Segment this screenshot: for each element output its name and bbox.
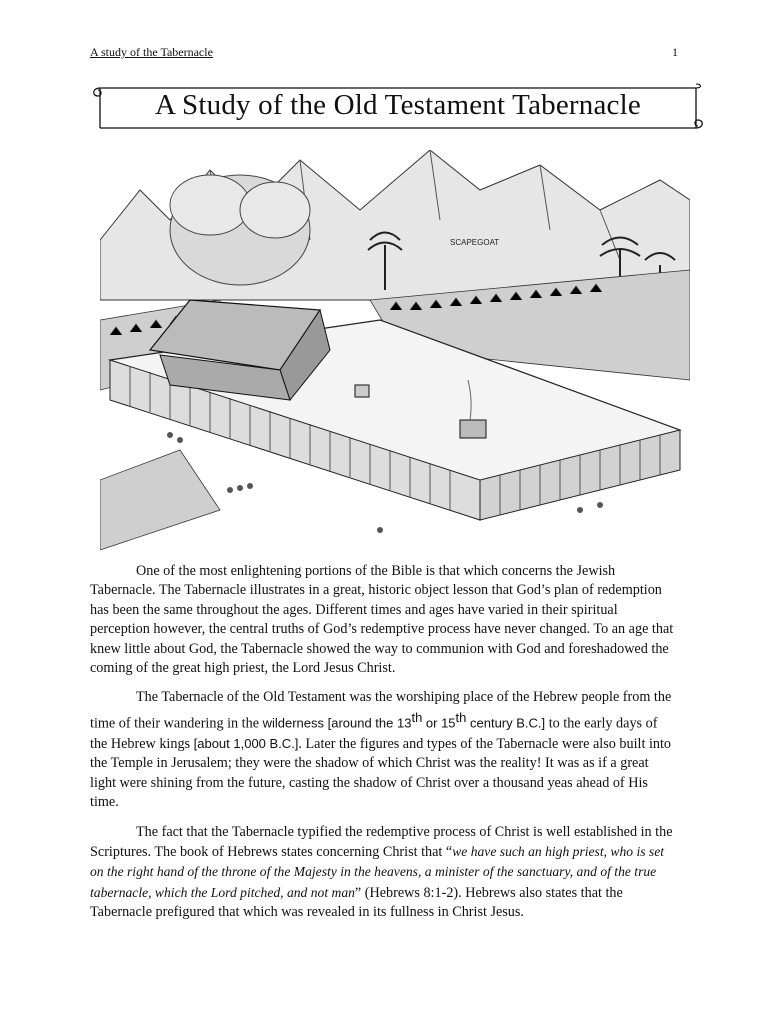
paragraph-1: One of the most enlightening portions of the Bible is that which concerns the Jewish Tabernacle. The Tabernacle illustrates in a great, historic object lesson that God’s plan of redemption has been the same throughout the ages. Different times and ages have varied in their spiritual perception however, the central truths of God’s redemptive process have never changed. To an age that knew little about God, the Tabernacle showed the way to communion with God and foreshadowed the coming of the great high priest, the Lord Jesus Christ. xyxy=(90,563,674,677)
running-title: A study of the Tabernacle xyxy=(90,45,213,59)
tabernacle-illustration xyxy=(100,150,690,550)
p2-text-g: . Later the figures and types of the Tabernacle were also built into the Temple in Jerusalem; they were the shadow of which Christ was the reality! It was as if a great light were shining from the future, casting the shadow of Christ over a thousand yeas ahead of His time. xyxy=(90,735,672,811)
page-header xyxy=(90,45,678,60)
p2-sup-1: th xyxy=(411,709,423,725)
p3-quote: we have such an high priest, who is set on the right hand of the throne of the Majesty in the heavens, a minister of the sanctuary, and of the true tabernacle, which the Lord pitched, and not man xyxy=(90,844,665,900)
tabernacle-camp-image xyxy=(100,150,690,550)
scapegoat-label: SCAPEGOAT xyxy=(450,238,500,247)
p3-text-a: The fact that the Tabernacle typified the redemptive process of Christ is well established in the Scriptures. The book of Hebrews states concerning Christ that “ xyxy=(90,823,673,861)
paragraph-3 xyxy=(90,823,678,923)
p2-text-a: The Tabernacle of the Old Testament was the worshiping place of the Hebrew people from the time of their wandering in the xyxy=(90,689,672,732)
p2-wilderness: wilderness [around the 13 xyxy=(262,715,412,731)
p2-or: or 15 xyxy=(422,715,456,731)
title-banner xyxy=(92,80,704,134)
p2-text-e: to the early days of the Hebrew kings xyxy=(90,715,658,752)
page-number: 1 xyxy=(672,45,678,59)
p3-text-b: ” (Hebrews 8:1-2). Hebrews also states that the Tabernacle prefigured that which was revealed in its fullness in Christ Jesus. xyxy=(90,884,623,921)
p2-sup-2: th xyxy=(455,709,467,725)
body-text xyxy=(90,562,678,933)
page-title: A Study of the Old Testament Tabernacle xyxy=(155,89,641,121)
p2-date: [about 1,000 B.C.] xyxy=(193,735,299,751)
p2-century: century B.C.] xyxy=(466,715,546,731)
paragraph-2 xyxy=(90,688,678,812)
